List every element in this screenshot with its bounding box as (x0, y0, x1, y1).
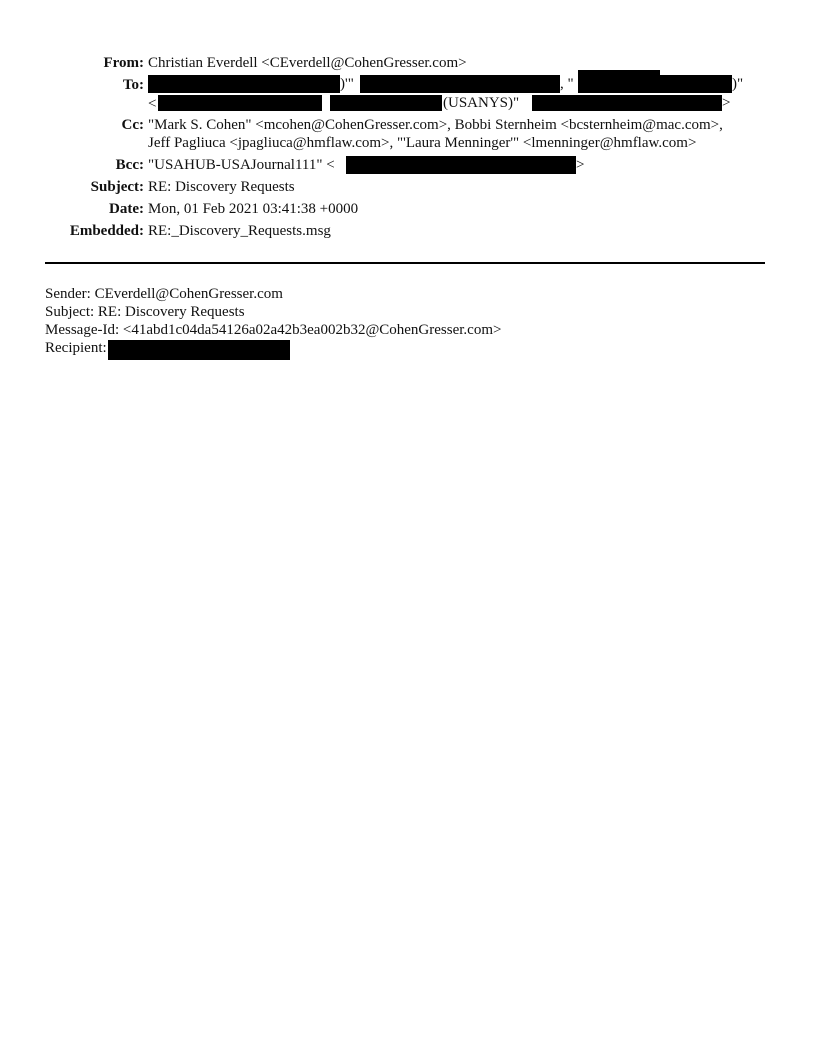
date-label: Date: (109, 201, 144, 217)
to-fragment: < (148, 96, 157, 112)
to-label: To: (122, 77, 144, 93)
date-value: Mon, 01 Feb 2021 03:41:38 +0000 (148, 201, 359, 217)
subject-label: Subject: (90, 179, 144, 195)
redaction-block (532, 95, 722, 111)
cc-value-line2: Jeff Pagliuca <jpagliuca@hmflaw.com>, "'Laura Menninger'" <lmenninger@hmflaw.com> (148, 135, 697, 151)
embedded-value: RE:_Discovery_Requests.msg (148, 223, 331, 239)
redaction-block (330, 95, 442, 111)
divider (45, 262, 765, 264)
from-label: From: (103, 55, 144, 71)
to-fragment: )" (732, 76, 744, 92)
bcc-value: "USAHUB-USAJournal111" < (148, 157, 335, 173)
meta-message-id: Message-Id: <41abd1c04da54126a02a42b3ea002b32@CohenGresser.com> (45, 322, 502, 338)
subject-value: RE: Discovery Requests (148, 179, 295, 195)
bcc-tail: > (576, 157, 585, 173)
to-fragment: > (722, 95, 731, 111)
redaction-block (578, 75, 732, 93)
to-fragment: )'" (340, 76, 354, 92)
to-fragment: , " (560, 76, 574, 92)
to-fragment: (USANYS)" (443, 95, 520, 111)
redaction-block (158, 95, 322, 111)
meta-subject: Subject: RE: Discovery Requests (45, 304, 245, 320)
redaction-block (360, 75, 560, 93)
bcc-label: Bcc: (115, 157, 144, 173)
cc-label: Cc: (121, 117, 144, 133)
cc-value-line1: "Mark S. Cohen" <mcohen@CohenGresser.com>, Bobbi Sternheim <bcsternheim@mac.com>, (148, 117, 723, 133)
from-value: Christian Everdell <CEverdell@CohenGresser.com> (148, 55, 467, 71)
meta-sender: Sender: CEverdell@CohenGresser.com (45, 286, 283, 302)
redaction-block (346, 156, 576, 174)
meta-recipient: Recipient: (45, 340, 107, 356)
redaction-block (108, 340, 290, 360)
embedded-label: Embedded: (69, 223, 144, 239)
redaction-block (148, 75, 340, 93)
